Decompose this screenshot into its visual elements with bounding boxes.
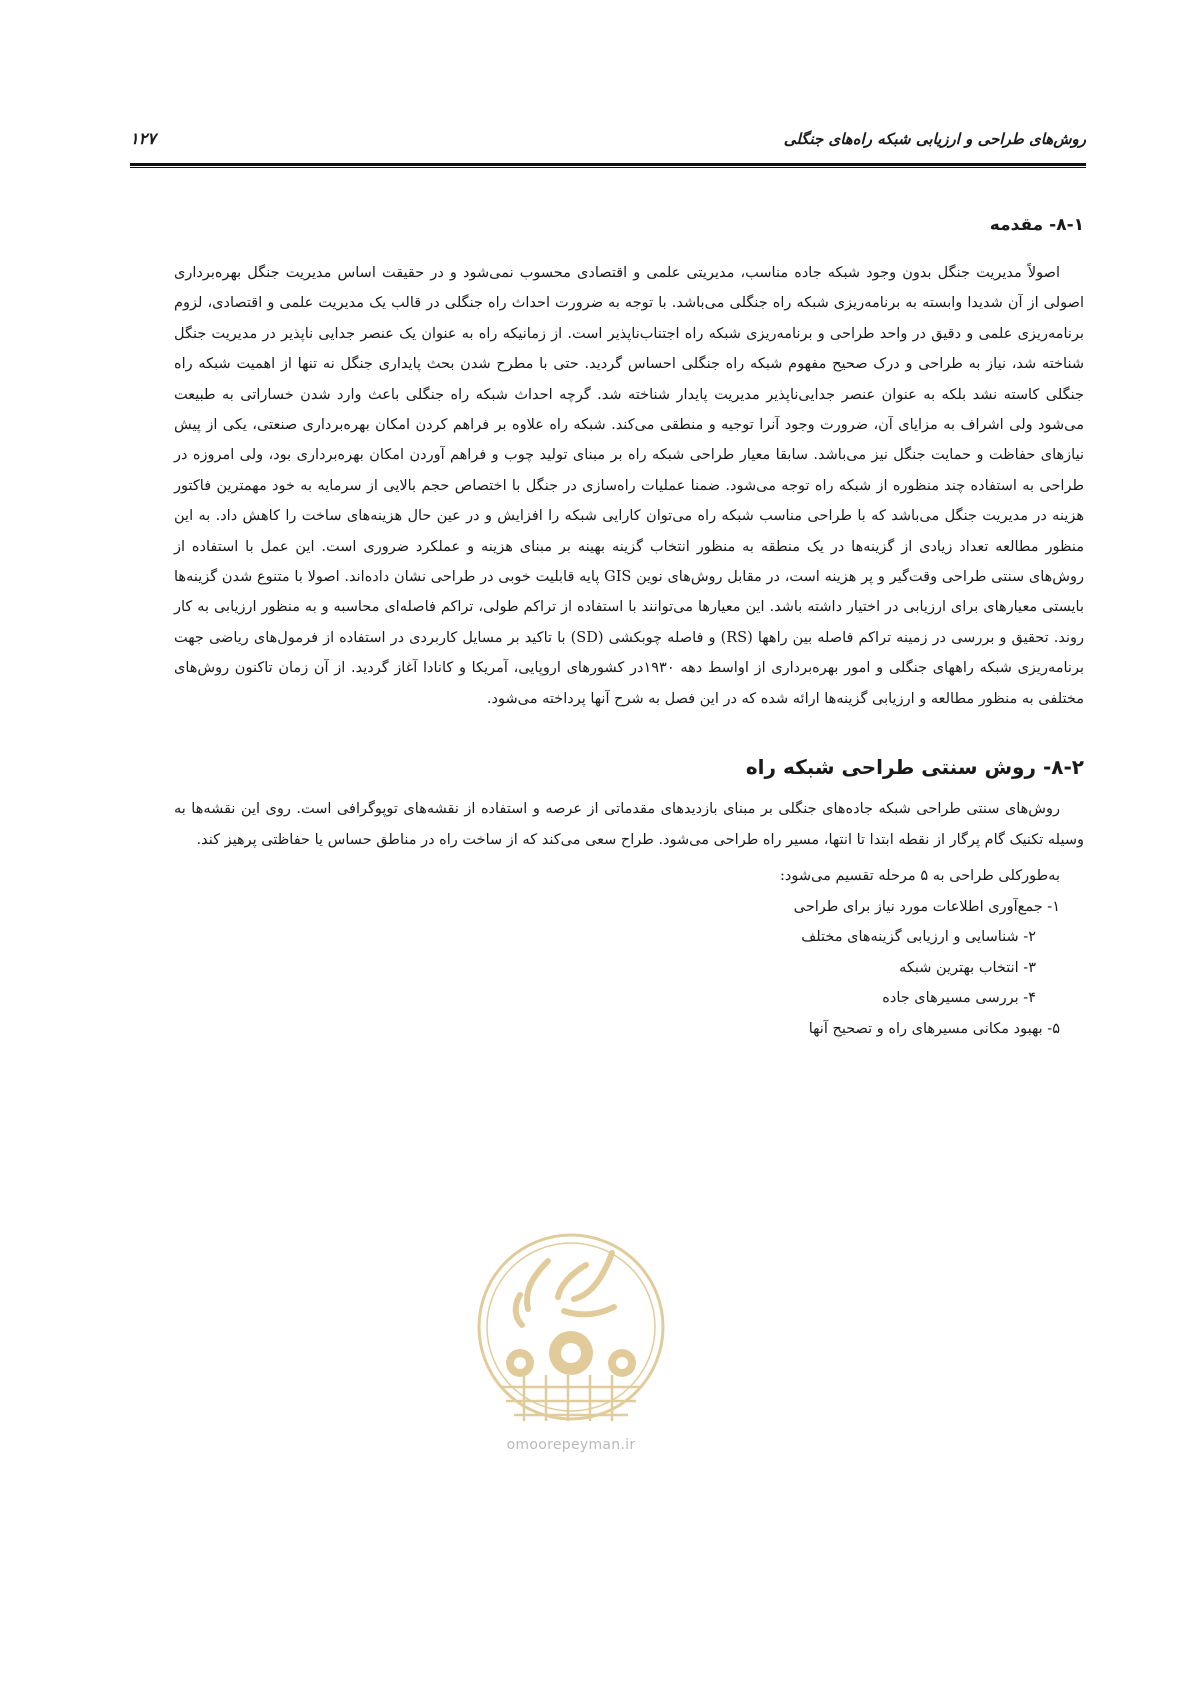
intro-text-part-4: با تاکید بر مسایل کاربردی در استفاده از فرمول‌های ریاضی جهت برنامه‌ریزی شبکه راههای جنگلی و امور بهره‌برداری از اواسط دهه ۱۹۳۰در کشورهای اروپایی، آمریکا و کانادا آغاز گردید. از آن زمان تاکنون روش‌های مختلفی به منظور مطالعه و ارزیابی گزینه‌ها ارائه شده که در این فصل به شرح آنها پرداخته می‌شود. <box>174 629 1084 707</box>
header-divider <box>130 163 1086 168</box>
running-header <box>130 126 1086 160</box>
page-number: ۱۲۷ <box>130 129 156 148</box>
list-item: ۴- بررسی مسیرهای جاده <box>882 990 1036 1007</box>
list-item: ۳- انتخاب بهترین شبکه <box>899 959 1036 976</box>
intro-text-part-3: و فاصله چوبکشی <box>608 629 716 646</box>
section-heading-traditional-method: ۸-۲- روش سنتی طراحی شبکه راه <box>745 755 1084 780</box>
watermark-url: omoorepeyman.ir <box>506 1437 636 1453</box>
steps-list <box>174 892 1084 1045</box>
running-title: روش‌های طراحی و ارزیابی شبکه راه‌های جنگلی <box>783 130 1086 148</box>
steps-intro: به‌طورکلی طراحی به ۵ مرحله تقسیم می‌شود: <box>780 867 1060 884</box>
main-content <box>174 208 1084 1044</box>
gis-term: GIS <box>604 569 632 586</box>
list-item: ۱- جمع‌آوری اطلاعات مورد نیاز برای طراحی <box>793 898 1060 915</box>
list-item: ۲- شناسایی و ارزیابی گزینه‌های مختلف <box>801 929 1036 946</box>
intro-text-part-2: پایه قابلیت خوبی در طراحی نشان داده‌اند. اصولا با متنوع شدن گزینه‌ها بایستی معیارهای برای ارزیابی در اختیار داشته باشد. این معیارها می‌توانند با استفاده از تراکم طولی، تراکم فاصله‌ای محاسبه و به منظور ارزیابی به کار روند. تحقیق و بررسی در زمینه تراکم فاصله بین راهها <box>174 569 1085 646</box>
traditional-method-paragraph: روش‌های سنتی طراحی شبکه جاده‌های جنگلی بر مبنای بازدیدهای مقدماتی از عرصه و استفاده از نقشه‌های توپوگرافی است. روی این نقشه‌ها به وسیله تکنیک گام پرگار از نقطه ابتدا تا انتها، مسیر راه طراحی می‌شود. طراح سعی می‌کند که از ساخت راه در مناطق حساس یا حفاظتی پرهیز کند. <box>174 801 1084 848</box>
intro-text-part-1: اصولاً مدیریت جنگل بدون وجود شبکه جاده مناسب، مدیریتی علمی و اقتصادی محسوب نمی‌شود و در حقیقت اساس مدیریت جنگل بهره‌برداری اصولی از آن شدیدا وابسته به برنامه‌ریزی شبکه راه جنگلی می‌باشد. با توجه به ضرورت احداث راه جنگلی در قالب یک مدیریت علمی و اقتصادی، لزوم برنامه‌ریزی علمی و دقیق در واحد طراحی و برنامه‌ریزی شبکه راه اجتناب‌ناپذیر است. از زمانیکه راه به عنوان یک عنصر جدایی ناپذیر در مدیریت جنگل شناخته شد، نیاز به طراحی و درک صحیح مفهوم شبکه راه جنگلی احساس گردید. حتی با مطرح شدن بحث پایداری جنگل نه تنها از اهمیت شبکه راه جنگلی کاسته نشد بلکه به عنوان عنصر جدایی‌ناپذیر مدیریت پایدار شناخته شد. گرچه احداث شبکه راه جنگلی باعث وارد شدن خساراتی به طبیعت می‌شود ولی اشراف به مزایای آن، ضرورت وجود آنرا توجیه و منطقی می‌کند. شبکه راه علاوه بر فراهم کردن امکان بهره‌برداری صنعتی، یکی از پیش نیازهای حفاظت و حمایت جنگل نیز می‌باشد. سابقا معیار طراحی شبکه راه بر مبنای تولید چوب و فراهم آوردن امکان بهره‌برداری بود، ولی امروزه در طراحی به استفاده چند منظوره از شبکه راه توجه می‌شود. ضمنا عملیات راه‌سازی در جنگل با اختصاص حجم بالایی از سرمایه به خود مهمترین فاکتور هزینه در مدیریت جنگل می‌باشد که با طراحی مناسب شبکه راه می‌توان کارایی شبکه را افزایش و در عین حال هزینه‌های ساخت را کاهش داد. به این منظور مطالعه تعداد زیادی از گزینه‌ها در یک منطقه به منظور انتخاب گزینه بهینه بر مبنای هزینه و عملکرد ضروری است. این عمل با استفاده از روش‌های سنتی طراحی وقت‌گیر و پر هزینه است، در مقابل روش‌های نوین <box>174 265 1084 586</box>
introduction-paragraph <box>174 258 1084 714</box>
rs-term: (RS) <box>720 629 753 646</box>
sd-term: (SD) <box>570 629 604 646</box>
watermark-logo-icon <box>462 1225 680 1457</box>
section-heading-introduction: ۸-۱- مقدمه <box>989 215 1084 235</box>
list-item: ۵- بهبود مکانی مسیرهای راه و تصحیح آنها <box>808 1020 1060 1037</box>
